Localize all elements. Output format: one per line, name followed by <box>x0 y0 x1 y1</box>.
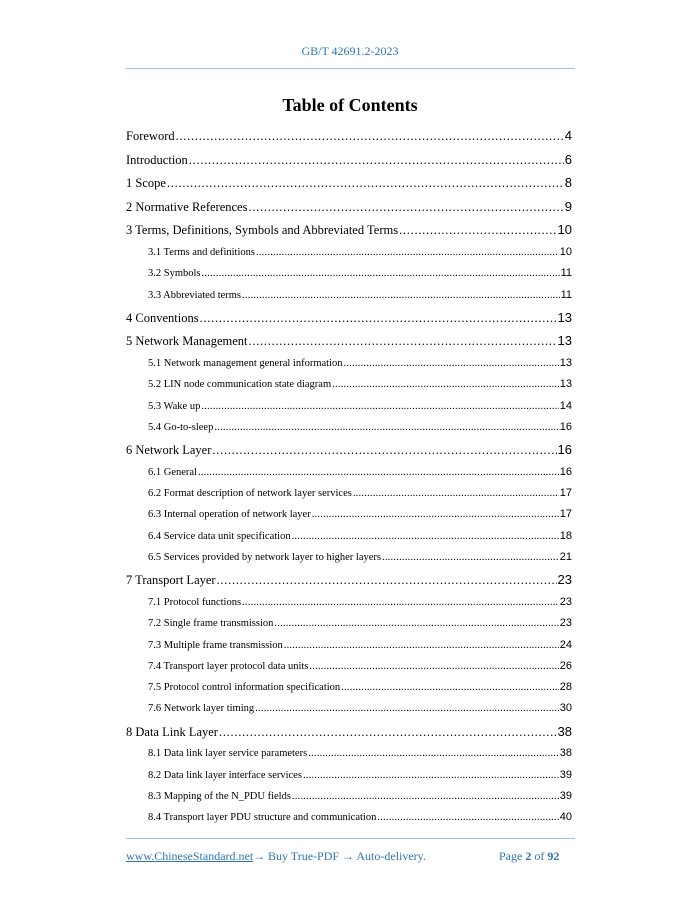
toc-entry[interactable] <box>126 195 572 219</box>
toc-entry[interactable] <box>126 786 572 807</box>
toc-entry[interactable] <box>126 353 572 374</box>
toc-entry[interactable] <box>126 483 572 504</box>
toc-leader-dots <box>212 439 556 463</box>
toc-leader-dots <box>312 504 559 525</box>
toc-leader-dots <box>308 743 559 764</box>
toc-entry[interactable] <box>126 547 572 568</box>
toc-leader-dots <box>217 569 557 593</box>
toc-leader-dots <box>167 172 564 196</box>
toc-entry-page: 23 <box>557 572 572 588</box>
toc-entry-page: 16 <box>559 465 572 478</box>
toc-entry[interactable] <box>126 635 572 656</box>
toc-entry[interactable] <box>126 698 572 719</box>
toc-leader-dots <box>377 807 558 828</box>
toc-leader-dots <box>176 125 564 149</box>
toc-leader-dots <box>202 263 560 284</box>
toc-entry[interactable] <box>126 462 572 483</box>
toc-entry[interactable] <box>126 263 572 284</box>
toc-leader-dots <box>219 721 557 745</box>
toc-entry-page: 4 <box>564 128 572 143</box>
toc-entry[interactable] <box>126 306 572 330</box>
toc-leader-dots <box>200 307 557 331</box>
toc-leader-dots <box>309 656 558 677</box>
page-current: 2 <box>525 849 532 863</box>
toc-entry-label: 8.1 Data link layer service parameters <box>148 748 308 760</box>
toc-entry-page: 16 <box>559 420 572 433</box>
toc-entry[interactable] <box>126 720 572 744</box>
toc-entry[interactable] <box>126 242 572 263</box>
page-number <box>499 849 559 864</box>
toc-entry[interactable] <box>126 765 572 786</box>
toc-entry-label: Foreword <box>126 129 175 143</box>
toc-entry-page: 17 <box>559 508 572 521</box>
table-of-contents <box>126 124 572 828</box>
toc-entry-page: 23 <box>559 617 572 630</box>
toc-entry-page: 26 <box>559 659 572 672</box>
toc-leader-dots <box>201 396 558 417</box>
toc-leader-dots <box>189 149 564 173</box>
toc-entry-label: 7.2 Single frame transmission <box>148 618 274 630</box>
toc-entry[interactable] <box>126 124 572 148</box>
toc-entry-page: 38 <box>557 723 572 739</box>
toc-leader-dots <box>332 374 559 395</box>
toc-entry-page: 13 <box>559 378 572 391</box>
toc-entry-label: 5.1 Network management general information <box>148 358 343 370</box>
toc-entry-label: 5.3 Wake up <box>148 400 201 412</box>
toc-entry-label: 8.3 Mapping of the N_PDU fields <box>148 790 291 802</box>
page-prefix: Page <box>499 849 523 863</box>
toc-entry-page: 28 <box>559 681 572 694</box>
toc-entry-page: 39 <box>559 768 572 781</box>
toc-entry-page: 40 <box>559 811 572 824</box>
toc-entry[interactable] <box>126 592 572 613</box>
toc-entry-page: 6 <box>564 151 572 167</box>
toc-entry[interactable] <box>126 677 572 698</box>
toc-leader-dots <box>343 353 558 374</box>
toc-leader-dots <box>242 285 560 306</box>
toc-entry-page: 11 <box>560 267 572 280</box>
toc-entry-label: 7 Transport Layer <box>126 573 216 588</box>
toc-entry-page: 11 <box>560 288 572 301</box>
toc-entry-page: 23 <box>559 595 572 608</box>
toc-entry-page: 13 <box>559 357 572 370</box>
toc-entry-label: 7.3 Multiple frame transmission <box>148 639 283 651</box>
toc-entry-label: 3.3 Abbreviated terms <box>148 289 242 301</box>
footer-tagline: → Buy True-PDF → Auto-delivery. <box>253 849 426 863</box>
toc-entry-page: 39 <box>559 789 572 802</box>
toc-entry-label: 6.4 Service data unit specification <box>148 530 291 542</box>
toc-entry-label: 6.1 General <box>148 466 197 478</box>
toc-entry-label: 7.1 Protocol functions <box>148 596 242 608</box>
toc-entry-label: 5 Network Management <box>126 334 248 349</box>
toc-entry-page: 14 <box>559 399 572 412</box>
toc-entry-label: 6.2 Format description of network layer services <box>148 488 352 500</box>
toc-entry-label: 3.1 Terms and definitions <box>148 246 255 258</box>
toc-leader-dots <box>242 592 559 613</box>
toc-entry-page: 18 <box>559 529 572 542</box>
toc-entry-label: 3 Terms, Definitions, Symbols and Abbreviated Terms <box>126 223 399 238</box>
toc-entry-label: 8.4 Transport layer PDU structure and communication <box>148 812 377 824</box>
toc-entry-page: 13 <box>557 309 572 325</box>
toc-leader-dots <box>353 483 559 504</box>
toc-leader-dots <box>198 462 559 483</box>
toc-entry-page: 17 <box>559 487 572 500</box>
toc-leader-dots <box>248 196 563 220</box>
footer-website-link[interactable]: www.ChineseStandard.net <box>126 849 254 863</box>
toc-entry[interactable] <box>126 148 572 172</box>
toc-entry-page: 13 <box>557 333 572 349</box>
toc-entry[interactable] <box>126 743 572 764</box>
toc-entry-page: 38 <box>559 747 572 760</box>
toc-leader-dots <box>382 547 559 568</box>
toc-entry-label: 3.2 Symbols <box>148 268 201 280</box>
toc-entry[interactable] <box>126 396 572 417</box>
toc-entry-page: 16 <box>557 442 572 458</box>
toc-entry-label: Introduction <box>126 152 188 167</box>
toc-entry[interactable] <box>126 656 572 677</box>
page-total: 92 <box>547 849 560 863</box>
toc-entry[interactable] <box>126 285 572 306</box>
toc-entry-page: 21 <box>559 551 572 564</box>
toc-leader-dots <box>255 698 559 719</box>
toc-leader-dots <box>284 635 559 656</box>
toc-leader-dots <box>249 330 557 354</box>
toc-entry[interactable] <box>126 374 572 395</box>
toc-entry-label: 1 Scope <box>126 176 166 191</box>
toc-leader-dots <box>292 786 559 807</box>
page-separator: of <box>534 849 545 863</box>
toc-entry-label: 5.4 Go-to-sleep <box>148 421 214 433</box>
toc-entry[interactable] <box>126 171 572 195</box>
header-rule <box>126 68 575 69</box>
toc-entry[interactable] <box>126 329 572 353</box>
toc-entry[interactable] <box>126 504 572 525</box>
toc-leader-dots <box>274 613 558 634</box>
toc-entry-label: 7.5 Protocol control information specification <box>148 682 341 694</box>
toc-entry-label: 7.4 Transport layer protocol data units <box>148 660 309 672</box>
toc-entry-page: 10 <box>559 245 572 258</box>
toc-entry-label: 2 Normative References <box>126 199 248 214</box>
toc-entry[interactable] <box>126 568 572 592</box>
toc-entry[interactable] <box>126 438 572 462</box>
toc-entry-label: 6 Network Layer <box>126 443 212 458</box>
toc-leader-dots <box>341 677 559 698</box>
toc-entry[interactable] <box>126 417 572 438</box>
toc-leader-dots <box>256 242 559 263</box>
running-header: GB/T 42691.2-2023 <box>301 44 399 58</box>
toc-entry-label: 8 Data Link Layer <box>126 724 218 739</box>
toc-leader-dots <box>214 417 558 438</box>
toc-leader-dots <box>292 526 559 547</box>
toc-entry-page: 9 <box>564 198 572 214</box>
toc-entry-page: 30 <box>559 702 572 715</box>
toc-entry-label: 6.5 Services provided by network layer to higher layers <box>148 552 381 564</box>
toc-entry[interactable] <box>126 613 572 634</box>
toc-entry-label: 4 Conventions <box>126 310 199 325</box>
toc-entry-page: 24 <box>559 638 572 651</box>
page-title: Table of Contents <box>282 95 418 115</box>
toc-entry-label: 7.6 Network layer timing <box>148 703 255 715</box>
toc-entry-label: 5.2 LIN node communication state diagram <box>148 379 332 391</box>
footer-rule <box>126 838 575 839</box>
toc-entry[interactable] <box>126 807 572 828</box>
toc-entry-page: 10 <box>557 222 572 238</box>
toc-entry[interactable] <box>126 218 572 242</box>
toc-leader-dots <box>399 219 556 243</box>
toc-entry[interactable] <box>126 526 572 547</box>
toc-entry-label: 8.2 Data link layer interface services <box>148 769 302 781</box>
toc-leader-dots <box>303 765 559 786</box>
toc-entry-label: 6.3 Internal operation of network layer <box>148 509 311 521</box>
toc-entry-page: 8 <box>564 175 572 191</box>
